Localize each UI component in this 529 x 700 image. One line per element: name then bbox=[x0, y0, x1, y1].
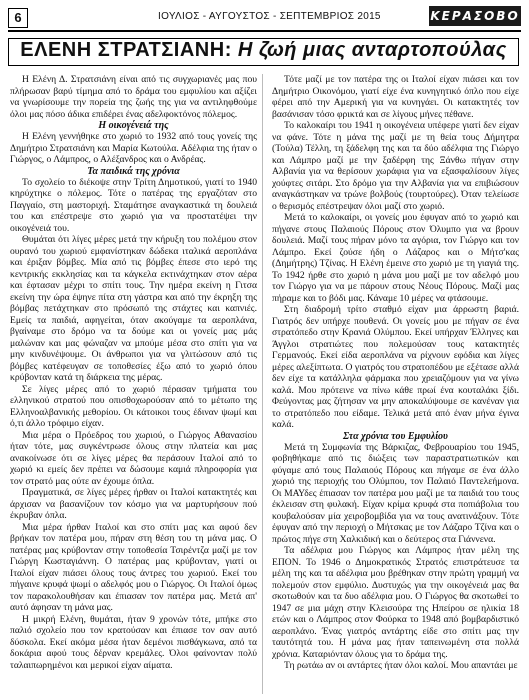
page-number: 6 bbox=[8, 8, 28, 28]
paragraph: Το καλοκαίρι του 1941 η οικογένεια υπέφερε γιατί δεν είχαν να φάνε. Τότε η μάνα της μαζί με τη θεία τους Δήμητρα (Τούλα) Τέλλη, τη ξάδελφη της και τα δύο αδέλφια της Γιώργο και Λάμπρο μαζί με την ξαδέρφη της Ξάνθω πήγαν στην Αλβανία για να θερίσουν χωράφια για να εξασφαλίσουν λίγες χούφτες σιτάρι. Στο δρόμο για την Αλβανία για να επιβιώσουν αναγκάστηκαν να τρώνε βολβούς (τουρτούρες). Όταν τελείωσε ο θερισμός επέστρεψαν όλοι μαζί στο χωριό. bbox=[272, 120, 519, 212]
section-heading: Η οικογένειά της bbox=[98, 120, 169, 131]
left-column bbox=[10, 74, 257, 698]
paragraph: Τότε μαζί με τον πατέρα της οι Ιταλοί είχαν πιάσει και τον Δημήτριο Οικονόμου, γιατί είχε ένα κυνηγητικό όπλο που είχε φέρει από την Αμερική για να κυνηγάει. Οι κατακτητές τον βασάνισαν τόσο φρικτά και σε λίγους μήνες πέθανε. bbox=[272, 74, 519, 120]
paragraph: Σε λίγες μέρες από το χωριό πέρασαν τμήματα του ελληνικού στρατού που οπισθοχωρούσαν από το μέτωπο της Ελληνοαλβανικής μεθορίου. Οι κάτοικοι τους έδιναν ψωμί και ό,τι άλλο τρόφιμο είχαν. bbox=[10, 383, 257, 429]
section-heading: Στα χρόνια του Εμφυλίου bbox=[343, 430, 448, 442]
page-header bbox=[8, 6, 521, 28]
article-title bbox=[8, 38, 519, 66]
section-heading: Τα παιδικά της χρόνια bbox=[87, 165, 180, 177]
right-column bbox=[272, 74, 519, 698]
paragraph: Στη διαδρομή τρίτο σταθμό είχαν μια άρρωστη βαριά. Γιατρός δεν υπήρχε πουθενά. Οι γονείς μου με πήγαν σε ένα στρατόπεδο στην Κρανιά Ολύμπου. Εκεί υπήρχαν Έλληνες και Άγγλοι στρατιώτες που πολεμούσαν τους κατακτητές Γερμανούς. Εκεί είδα αεροπλάνα να ρίχνουν εφόδια και λίγες μέρες αλεξίπτωτα. Ο γιατρός του στρατοπέδου με εξέτασε αλλά δεν είχε τα κατάλληλα φάρμακα που χρειαζόμουν για να γίνω καλά. Μου πρότεινε να πίνω κάθε πρωί ένα κουταλάκι ξίδι. Φεύγοντας μας ζήτησαν να μην αποκαλύψουμε σε κανέναν για το στρατόπεδο που είδαμε. Τελικά μετά από έναν μήνα έγινα καλά. bbox=[272, 304, 519, 430]
paragraph: Το σχολείο το διέκοψε στην Τρίτη Δημοτικού, γιατί το 1940 κηρύχτηκε ο πόλεμος. Τότε ο πατέρας της εργαζόταν στο Παγγαίο, στη μαστοριχή. Σταμάτησε αναγκαστικά τη δουλειά του και επέστρεψε στο χωριό για να προστατέψει την οικογένειά του. bbox=[10, 176, 257, 234]
paragraph: Τη ρωτάω αν οι αντάρτες ήταν όλοι καλοί. Μου απαντάει με bbox=[284, 660, 518, 671]
paragraph: Μετά τη Συμφωνία της Βάρκιζας, Φεβρουαρίου του 1945, φοβηθήκαμε από τις διώξεις των παραστρατιωτικών και φύγαμε από τους Παλαιούς Πόρους και πήγαμε σε ένα άλλο χωριό της περιοχής του Ολύμπου, τον Παλαιό Παντελεήμονα. Οι ΜΑΥδες έπιασαν τον πατέρα μου μαζί με τα παιδιά του τους έκλεισαν στη φυλακή. Είχαν κρίμα κρυφά στα ποπιάβολια του κουβαλούσαν μία χειροβομβίδα για να τους ανατινάξουν. Τότε έφυγαν από την περιοχή ο Μήτσκας με τον Λάζαρο Τζίνα και ο πρώτος πήγε στη Χαλκιδική και ο δεύτερος στα Γιάννενα. bbox=[272, 441, 519, 545]
title-subtitle: Η ζωή μιας ανταρτοπούλας bbox=[237, 39, 507, 61]
paragraph: Μια μέρα ο Πρόεδρος του χωριού, ο Γιώργος Αθανασίου ήταν τότε, μας συγκέντρωσε όλους στην πλατεία και μας ανακοίνωσε ότι σε λίγες μέρες θα περάσουν Ιταλοί από το χωριό κι εμείς δεν πρέπει να δώσουμε καμιά πληροφορία για τον στρατό μας ούτε αν έχουμε όπλα. bbox=[10, 429, 257, 487]
paragraph: Πραγματικά, σε λίγες μέρες ήρθαν οι Ιταλοί κατακτητές και άρχισαν να βασανίζουν τον κόσμο για να μαρτυρήσουν πού έκρυβαν όπλα. bbox=[10, 487, 257, 521]
newspaper-logo: ΚΕΡΑΣΟΒΟ bbox=[429, 6, 521, 26]
paragraph: Μια μέρα ήρθαν Ιταλοί και στο σπίτι μας και αφού δεν βρήκαν τον πατέρα μου, πήραν στη θέση του τη μάνα μας. Ο πατέρας μας κρύβονταν στην τοποθεσία Τσιρέντζα μαζί με τον Γιώργη Κωσταγιάννη. Ο πατέρας μας κρύβονταν, γιατί οι Ιταλοί είχαν πιάσει όλους τους άντρες του χωριού. Εκεί του πήγαινε κρυφά ψωμί ο αδελφός μου ο Γιώργος. Οι Ιταλοί όμως τον παρακολουθήσαν και έπιασαν τον πατέρα μας. Μετά απ' αυτό άφησαν τη μάνα μας. bbox=[10, 521, 257, 613]
header-rule bbox=[8, 30, 521, 32]
title-name: ΕΛΕΝΗ ΣΤΡΑΤΣΙΑΝΗ: bbox=[20, 39, 232, 61]
paragraph: Η Ελένη γεννήθηκε στο χωριό το 1932 από τους γονείς της Δημήτριο Στρατσιάνη και Μαρία Κωτούλα. Αδέλφια της ήταν ο Γιώργος, ο Λάμπρος, ο Αλέξανδρος και ο Ανδρέας. bbox=[10, 131, 257, 165]
paragraph: Η Ελένη Δ. Στρατσιάνη είναι από τις συγχωριανές μας που πλήρωσαν βαρύ τίμημα από το δράμα του εμφυλίου και αξίζει να γνωρίσουμε την πορεία της ζωής της για να αντιληφθούμε όλοι μας πόσο άδικα επιδέρει ένας αδελφοκτόνος πόλεμος. bbox=[10, 74, 257, 120]
column-divider bbox=[262, 74, 263, 694]
issue-date: ΙΟΥΛΙΟΣ - ΑΥΓΟΥΣΤΟΣ - ΣΕΠΤΕΜΒΡΙΟΣ 2015 bbox=[158, 11, 381, 22]
paragraph: Η μικρή Ελένη, θυμάται, ήταν 9 χρονών τότε, μπήκε στο παλιό σχολείο που τον κρατούσαν και έπιασε τον σαν αυτό δύσκολα. Εκεί ακόμα μέσα ήταν δεμένοι πισθάγκωνα, από τα δοκάρια αφού τους δέρναν κρεμάλες. Όλοι φαίνονταν πολύ ταλαιπωρημένοι και μερικοί είχαν αίματα. bbox=[10, 613, 257, 671]
paragraph: Τα αδέλφια μου Γιώργος και Λάμπρος ήταν μέλη της ΕΠΟΝ. Το 1946 ο Δημοκρατικός Στρατός επιστράτευσε τα μέλη της και τα αδέλφια μου βρέθηκαν στην πρώτη γραμμή να πολεμούν στον εμφύλιο. Δυστυχώς για την οικογένειά μας θα σκοτωθούν και τα δυο αδέλφια μου. Ο Γιώργος θα σκοτωθεί το 1947 σε μια μάχη στην Κλεισούρα της Ηπείρου σε ηλικία 18 ετών και ο Λάμπρος στον Φούρκα το 1948 από βομβαρδιστικό αεροπλάνο. Ένας γιατρός αντάρτης είδε στο σπίτι μας την ταυτότητά του. Η μάνα μας ήταν ταπεινωμένη στα πολλά χρόνια. Καταριόνταν όλους για το δράμα της. bbox=[272, 545, 519, 660]
paragraph: Θυμάται ότι λίγες μέρες μετά την κήρυξη του πολέμου στον ουρανό του χωριού εμφανίστηκαν δώδεκα ιταλικά αεροπλάνα και έριξαν βόμβες. Μία από τις βόμβες έπεσε στο ιερό της κεντρικής εκκλησίας και τα κάγκελα εκτινάχτηκαν στον αέρα και έφτασαν μέχρι το σπίτι τους. Την ημέρα εκείνη η Γιτσα εκείνη την ώρα έψηνε πίτα στη γάστρα και από την έκρηξη της βόμβας πετάχτηκαν στο πρόσωπό της στάχτες και καπνιές. Εμείς τα παιδιά, αφηγείται, όταν ακούγαμε τα αεροπλάνα, βγαίναμε στο δρόμο να τα δούμε και οι γονείς μας μάς μαλώναν και μας φώναζαν να μπούμε μέσα στο σπίτι για να μην κινδυνέψουμε. Οι άνθρωποι για να γλιτώσουν από τις βόμβες κατέφευγαν σε τοποθεσίες έξω από το χωριό όπου κρύβονταν κατά τη διάρκεια της μέρας. bbox=[10, 234, 257, 383]
paragraph: Μετά το καλοκαίρι, οι γονείς μου έφυγαν από το χωριό και πήγανε στους Παλαιούς Πόρους στον Όλυμπο για να βρουν δουλειά. Μαζί τους πήραν μόνο τα αγόρια, τον Γιώργο και τον Λάμπρο. Εκεί ζούσε ήδη ο Λάζαρος και ο Μήτσ'κας (Δημήτρης) Τζίνας. Η Ελένη έμεινε στο χωριό με τη γιαγιά της. Το 1942 ήρθε στο χωριό η μάνα μου μαζί με τον αδελφό μου τον Γιώργο για να με πάρουν στους Νέους Πόρους. Μαζί μας πήραμε και το βόδι μας. Κάναμε 10 μέρες να φτάσουμε. bbox=[272, 212, 519, 304]
